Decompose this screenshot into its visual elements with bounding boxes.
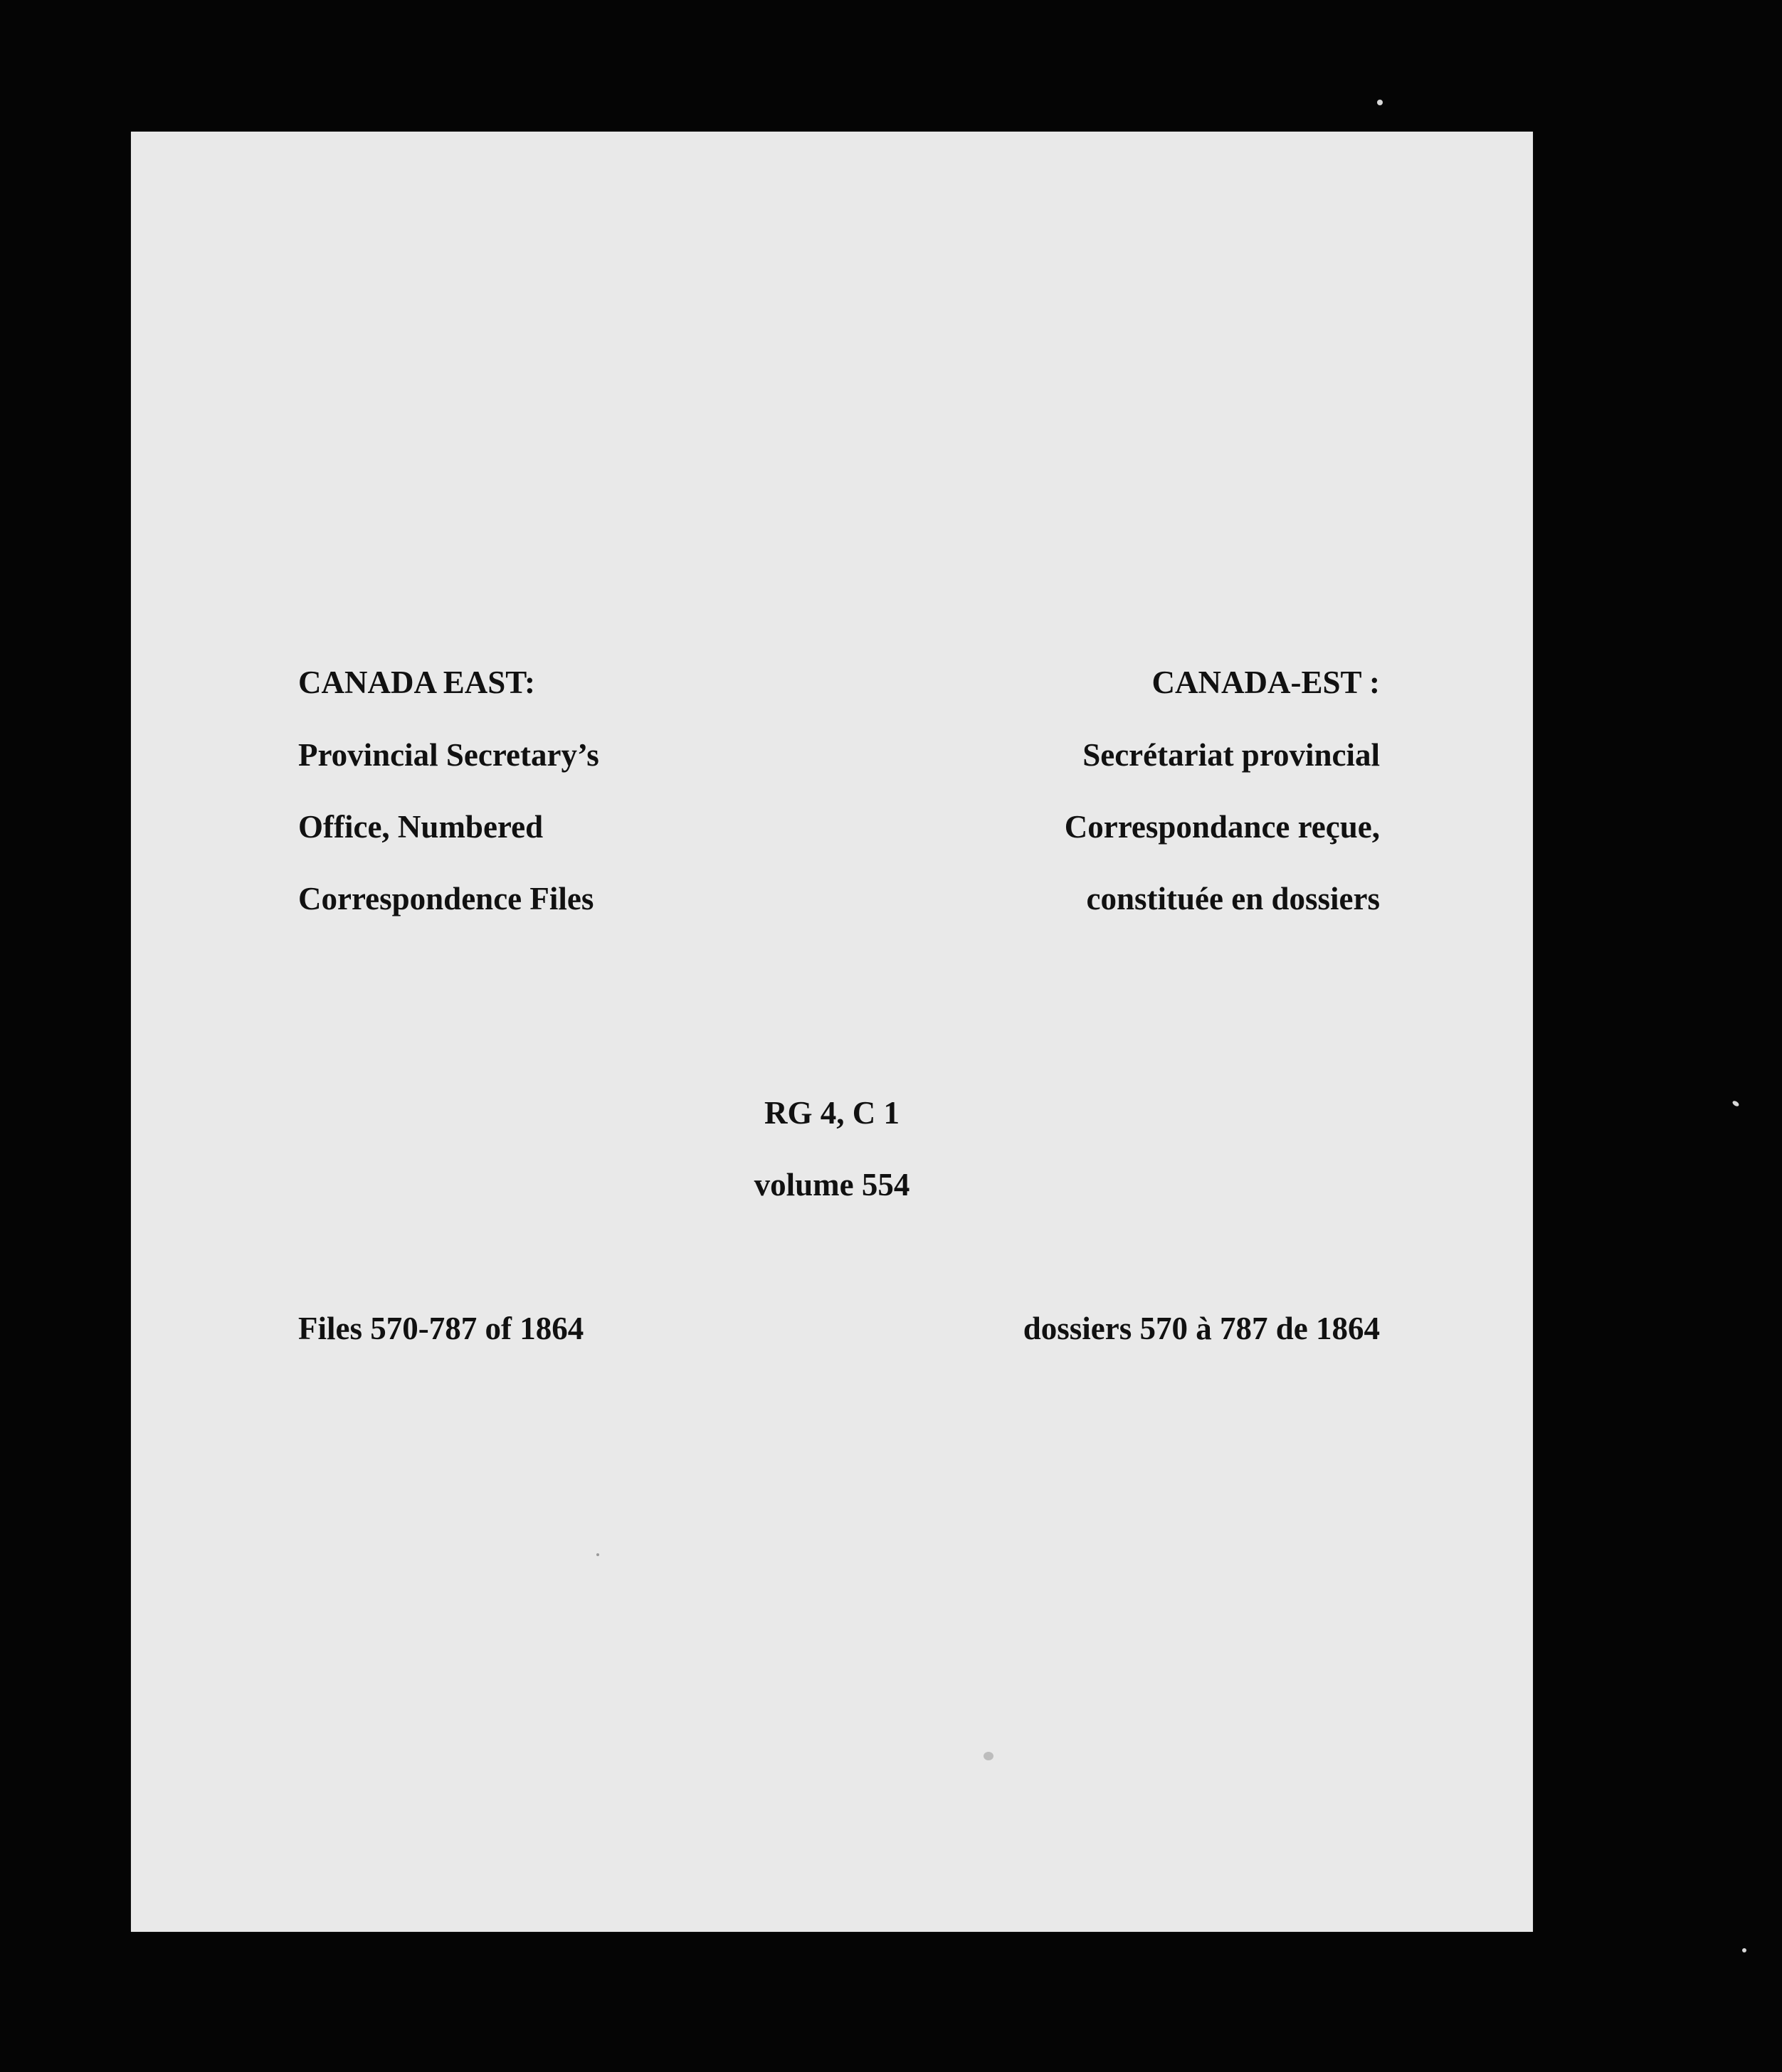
film-speck (1731, 1100, 1740, 1108)
film-speck (1377, 100, 1383, 105)
document-sheet (131, 132, 1533, 1932)
french-file-range: dossiers 570 à 787 de 1864 (1023, 1311, 1380, 1346)
english-line-3: Correspondence Files (298, 881, 594, 916)
french-line-3: constituée en dossiers (1086, 881, 1380, 916)
french-line-2: Correspondance reçue, (1064, 809, 1380, 845)
paper-speck (596, 1553, 599, 1556)
english-line-1: Provincial Secretary’s (298, 737, 599, 773)
english-heading: CANADA EAST: (298, 665, 535, 700)
paper-speck (984, 1752, 993, 1760)
film-speck (1742, 1948, 1746, 1952)
french-heading: CANADA-EST : (1151, 665, 1380, 700)
volume-label: volume 554 (754, 1167, 910, 1202)
reference-code: RG 4, C 1 (764, 1095, 900, 1131)
english-file-range: Files 570-787 of 1864 (298, 1311, 584, 1346)
french-line-1: Secrétariat provincial (1082, 737, 1380, 773)
english-line-2: Office, Numbered (298, 809, 544, 845)
